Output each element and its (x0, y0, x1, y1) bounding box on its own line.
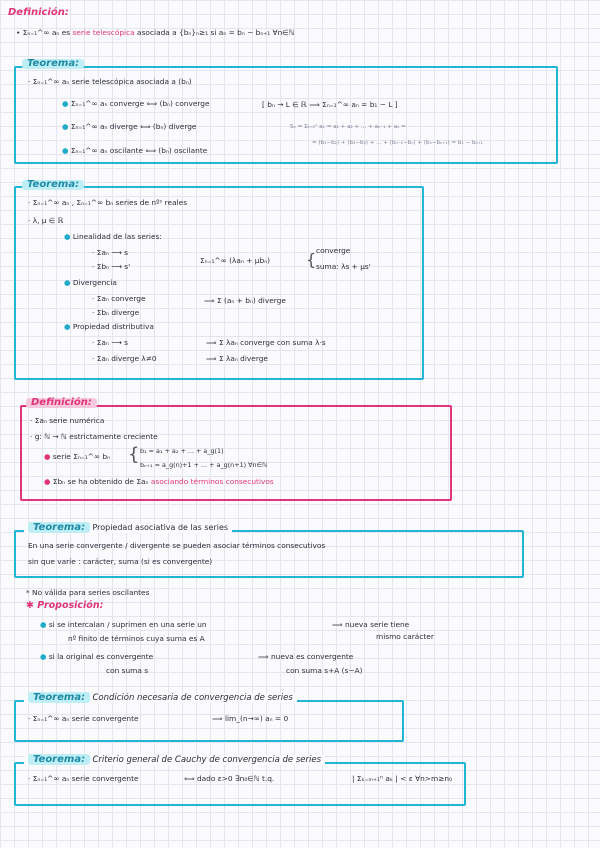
thm1-note2: = (b₁−b₂) + (b₂−b₃) + ... + (bₙ₋₁−bₙ) + (bₙ−bₙ₊₁) = b₁ − bₙ₊₁ (312, 140, 483, 146)
thm1-item-2: ● Σₙ₌₁^∞ aₙ diverge ⟺ (bₙ) diverge (62, 122, 197, 131)
prop-p2r: ⟹ nueva es convergente (258, 652, 354, 661)
def1-line-rest: asociada a {bₙ}ₙ≥₁ si aₙ = bₙ − bₙ₊₁ ∀n∈ℕ (137, 28, 295, 37)
def2-bn: bₙ₊₁ = a_g(n)+1 + ... + a_g(n+1) ∀n∈ℕ (140, 461, 268, 469)
thm4-res: ⟹ lim_(n→∞) aₙ = 0 (212, 714, 289, 723)
thm5-res: ⟺ dado ε>0 ∃n₀∈ℕ t.q. (184, 774, 275, 783)
thm5-title: Criterio general de Cauchy de convergencia de series (92, 755, 322, 765)
thm5-header (24, 755, 325, 765)
thm2-div-res: ⟹ Σ (aₙ + bₙ) diverge (204, 296, 286, 305)
thm4-line: · Σₙ₌₁^∞ aₙ serie convergente (28, 714, 139, 723)
thm2-lin-a: · Σaₙ ⟶ s (92, 248, 128, 257)
thm1-heading: Teorema: (22, 59, 84, 69)
thm2-lin-conv: converge (316, 246, 351, 255)
thm2-heading: Teorema: (22, 180, 84, 190)
thm2-line2: · λ, μ ∈ ℝ (28, 216, 64, 225)
thm2-lin-sum: Σₙ₌₁^∞ (λaₙ + μbₙ) (200, 256, 271, 265)
thm1-note1: Sₙ = Σₖ₌₁ⁿ aₖ = a₁ + a₂ + ... + aₙ₋₁ + aₙ = (290, 124, 406, 130)
prop-p1r2: mismo carácter (376, 632, 434, 641)
def2-l1: · Σaₙ serie numérica (30, 416, 105, 425)
prop-p2r2: con suma s+A (s−A) (286, 666, 363, 675)
thm3-t2: sin que varíe : carácter, suma (si es convergente) (28, 557, 213, 566)
thm2-dist-b-res: ⟹ Σ λaₙ diverge (206, 354, 268, 363)
thm4-heading: Teorema: (28, 692, 90, 703)
def2-brace: { (128, 444, 140, 465)
prop-p1r: ⟹ nueva serie tiene (332, 620, 410, 629)
def2-b1: b₁ = a₁ + a₂ + ... + a_g(1) (140, 447, 224, 455)
thm2-line1: · Σₙ₌₁^∞ aₙ , Σₙ₌₁^∞ bₙ series de nºˢ reales (28, 198, 188, 207)
def2-l3: ● serie Σₙ₌₁^∞ bₙ (44, 452, 111, 461)
thm2-div-a: · Σaₙ converge (92, 294, 146, 303)
def1-line-start: • Σₙ₌₁^∞ aₙ es (16, 28, 71, 37)
thm2-dist-a: · Σaₙ ⟶ s (92, 338, 128, 347)
thm3-heading: Teorema: (28, 522, 90, 533)
prop-p2b: con suma s (106, 666, 149, 675)
thm2-lin-title: ● Linealidad de las series: (64, 232, 162, 241)
thm5-heading: Teorema: (28, 754, 90, 765)
prop-p1b: nº finito de términos cuya suma es A (68, 634, 205, 643)
thm4-title: Condición necesaria de convergencia de series (92, 693, 293, 703)
note-oscillating: * No válida para series oscilantes (26, 588, 150, 597)
thm2-div-title: ● Divergencia (64, 278, 117, 287)
thm5-box (14, 762, 466, 806)
def1-highlight: serie telescópica (72, 28, 135, 37)
thm2-lin-suma: suma: λs + μs' (316, 262, 371, 271)
thm5-abs: | Σₖ₌ₘ₊₁ⁿ aₖ | < ε ∀n>m≥n₀ (352, 774, 453, 783)
thm3-title: Propiedad asociativa de las series (92, 523, 229, 532)
def2-l4: ● Σbₙ se ha obtenido de Σaₙ asociando términos consecutivos (44, 477, 274, 486)
prop-heading: ✱ Proposición: (26, 600, 104, 611)
thm3-box (14, 530, 524, 578)
thm2-dist-title: ● Propiedad distributiva (64, 322, 154, 331)
thm3-header (24, 523, 232, 533)
thm1-intro: · Σₙ₌₁^∞ aₙ serie telescópica asociada a (bₙ) (28, 77, 192, 86)
thm5-line: · Σₙ₌₁^∞ aₙ serie convergente (28, 774, 139, 783)
thm1-bracket: [ bₙ → L ∈ ℝ ⟹ Σₙ₌₁^∞ aₙ = b₁ − L ] (262, 100, 398, 109)
def2-l2: · g: ℕ → ℕ estrictamente creciente (30, 432, 158, 441)
thm1-item-1: ● Σₙ₌₁^∞ aₙ converge ⟺ (bₙ) converge (62, 99, 210, 108)
thm2-brace: { (306, 250, 317, 269)
thm2-lin-b: · Σbₙ ⟶ s' (92, 262, 131, 271)
thm2-div-b: · Σbₙ diverge (92, 308, 140, 317)
def1-heading: Definición: (8, 7, 69, 18)
prop-p2: ● si la original es convergente (40, 652, 154, 661)
prop-p1: ● si se intercalan / suprimen en una serie un (40, 620, 207, 629)
thm2-dist-b: · Σaₙ diverge λ≠0 (92, 354, 157, 363)
def2-heading: Definición: (26, 398, 97, 408)
def1-line (16, 28, 295, 38)
thm1-item-3: ● Σₙ₌₁^∞ aₙ oscilante ⟺ (bₙ) oscilante (62, 146, 208, 155)
thm3-t1: En una serie convergente / divergente se pueden asociar términos consecutivos (28, 541, 326, 550)
thm2-dist-a-res: ⟹ Σ λaₙ converge con suma λ·s (206, 338, 326, 347)
thm4-header (24, 693, 297, 703)
